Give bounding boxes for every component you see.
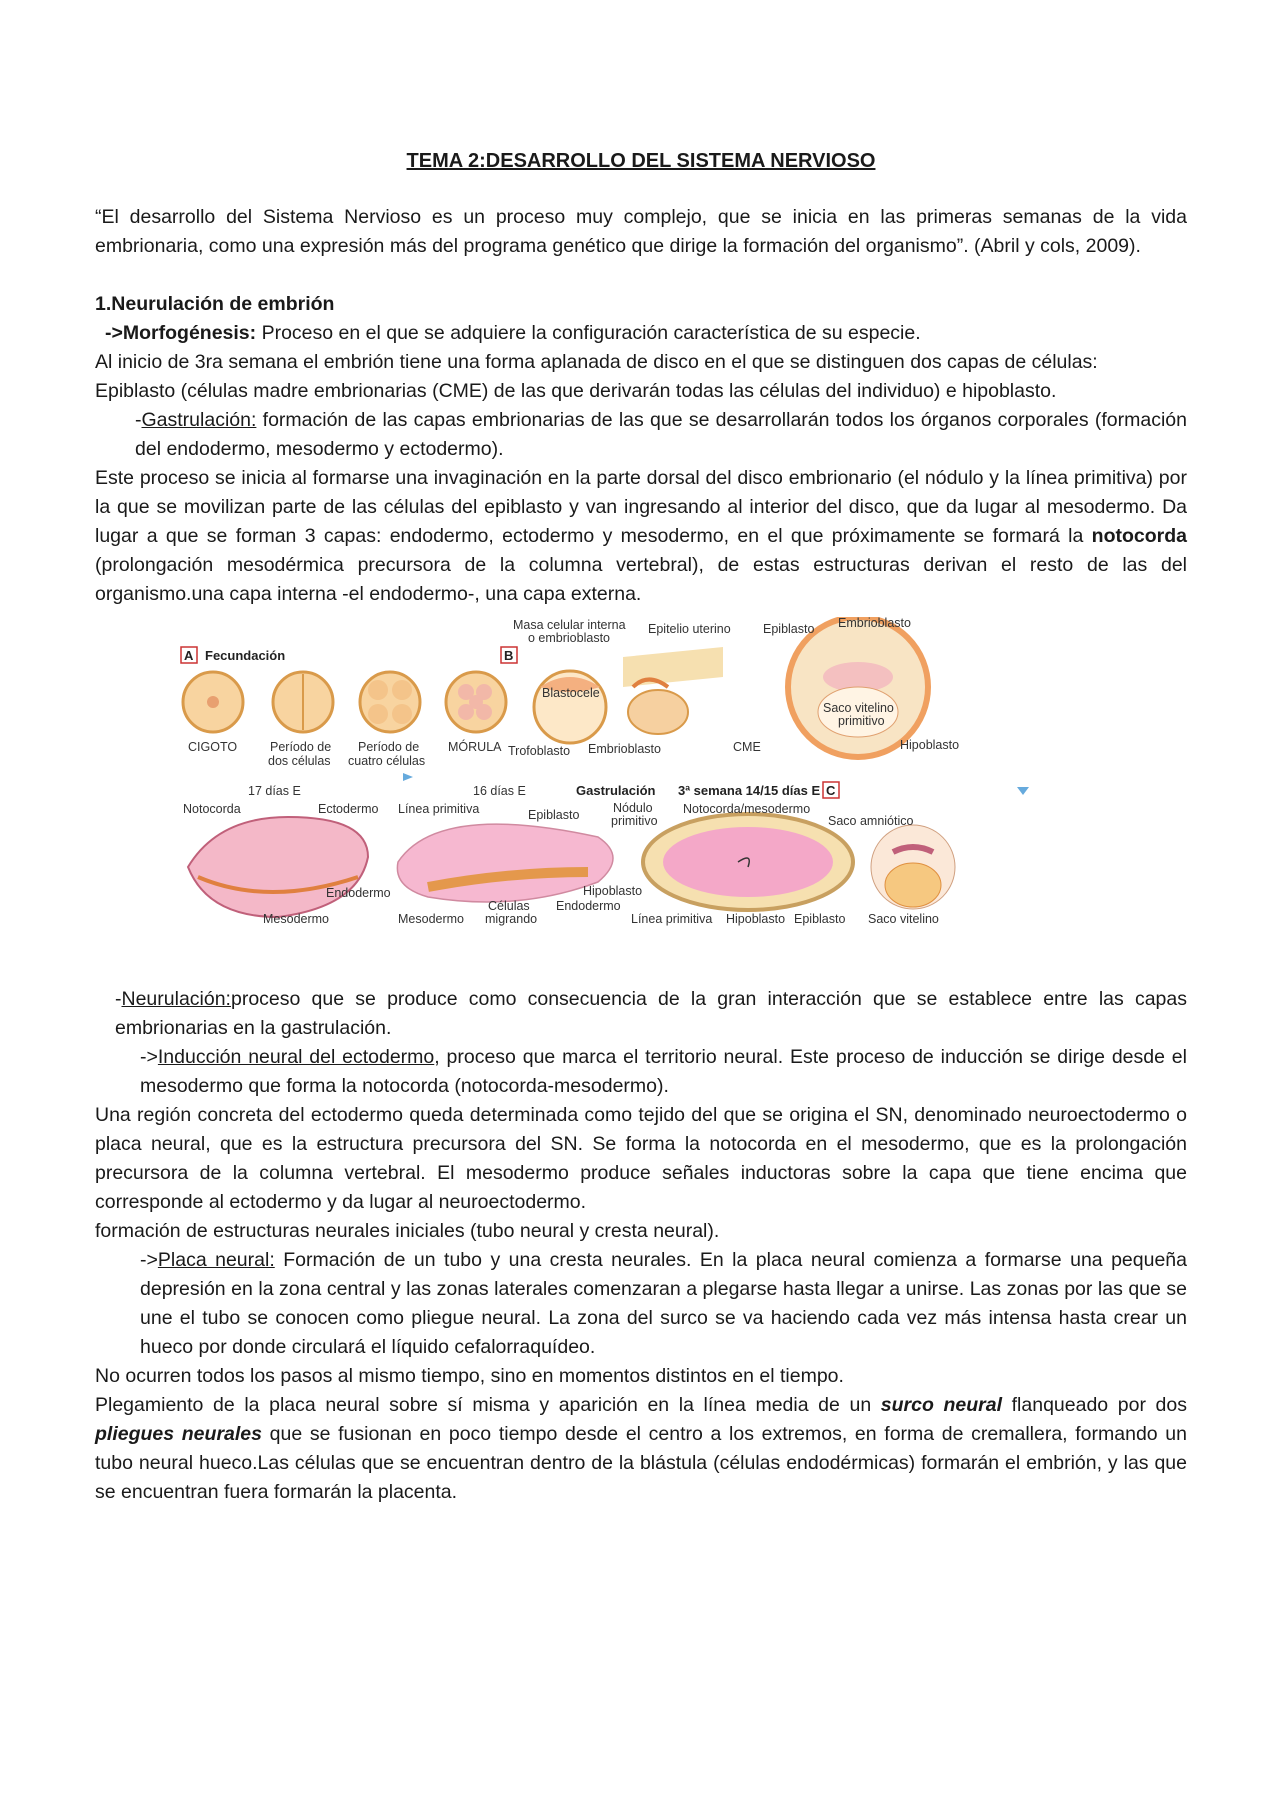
linea-primitiva-bottom-label: Línea primitiva — [631, 912, 713, 926]
ectodermo-label: Ectodermo — [318, 802, 379, 816]
semana3-label: 3ª semana 14/15 días E — [678, 783, 821, 798]
morfogenesis-label: ->Morfogénesis: — [105, 322, 257, 344]
cme-label: CME — [733, 740, 761, 754]
notocorda-term: notocorda — [1091, 525, 1187, 547]
paragraph-gastrulacion — [95, 406, 1187, 464]
embrioblasto-label: Embrioblasto — [588, 742, 661, 756]
paragraph-placa-neural — [95, 1246, 1187, 1362]
embryo-illustration — [178, 617, 1078, 977]
placa-label: Placa neural: — [157, 1249, 275, 1271]
plegamiento-text-c: flanqueado por dos — [1002, 1394, 1187, 1416]
embrioblasto-top-label: Embrioblasto — [838, 617, 911, 630]
surco-neural-term: surco neural — [880, 1394, 1003, 1416]
dos-celulas-label-2: dos células — [268, 754, 331, 768]
cigoto-label: CIGOTO — [188, 740, 238, 754]
epiblasto-bottom-label: Epiblasto — [794, 912, 846, 926]
masa-celular-label-2: o embrioblasto — [528, 631, 610, 645]
masa-celular-label-1: Masa celular interna — [513, 618, 626, 632]
notocorda-label: Notocorda — [183, 802, 241, 816]
dias17-label: 17 días E — [248, 784, 301, 798]
paragraph-no-ocurren: No ocurren todos los pasos al mismo tiempo, sino en momentos distintos en el tiempo. — [95, 1365, 844, 1387]
epitelio-uterino-label: Epitelio uterino — [648, 622, 731, 636]
neurulacion-label: Neurulación: — [121, 988, 231, 1010]
label-a: A — [184, 648, 194, 663]
blastocyst — [534, 671, 606, 743]
plegamiento-text-a: Plegamiento de la placa neural sobre sí misma y aparición en la línea media de un — [95, 1394, 881, 1416]
amniotic-sac — [871, 825, 955, 909]
trofoblasto-label: Trofoblasto — [508, 744, 571, 758]
celulas-label-2: migrando — [485, 912, 538, 926]
epiblasto-top-label: Epiblasto — [763, 622, 815, 636]
section-heading-text: 1.Neurulación de embrión — [95, 293, 335, 315]
dos-celulas-label-1: Período de — [270, 740, 332, 754]
neurulacion-prefix: - — [115, 988, 122, 1010]
saco-vitelino-label-1: Saco vitelino — [823, 701, 894, 715]
trilaminar-disc — [643, 814, 853, 910]
paragraph-proceso — [95, 464, 1187, 609]
induccion-prefix: -> — [140, 1046, 158, 1068]
nodulo-label-1: Nódulo — [613, 801, 653, 815]
paragraph-region: Una región concreta del ectodermo queda determinada como tejido del que se origina el SN, denominado neuroectodermo o placa neural, que es la estructura precursora del SN. Se forma la notocorda en el mesodermo, que es la prolongación precursora de la columna vertebral. El mesodermo produce señales inductoras sobre la capa que tiene encima que corresponde al ectodermo y da lugar al neuroectodermo. — [95, 1104, 1187, 1213]
cigoto-cell — [183, 672, 243, 732]
bilaminar-embryo — [788, 617, 928, 757]
morula-stage — [446, 672, 506, 732]
saco-vitelino-label-2: primitivo — [838, 714, 885, 728]
embryo-development-figure — [178, 617, 1078, 977]
induccion-label: Inducción neural del ectodermo — [157, 1046, 435, 1068]
morula-label: MÓRULA — [448, 740, 502, 754]
nodulo-label-2: primitivo — [611, 814, 658, 828]
paragraph-inicio: Al inicio de 3ra semana el embrión tiene una forma aplanada de disco en el que se distinguen dos capas de células: — [95, 351, 1098, 373]
folded-embryo — [188, 817, 368, 917]
document-page — [95, 150, 1187, 1507]
two-cell-stage — [273, 672, 333, 732]
intro-quote: “El desarrollo del Sistema Nervioso es un proceso muy complejo, que se inicia en las primeras semanas de la vida embrionaria, como una expresión más del programa genético que dirige la formación del organismo”. (Abril y cols, 2009). — [95, 206, 1187, 257]
blastocele-label: Blastocele — [542, 686, 600, 700]
four-cell-stage — [360, 672, 420, 732]
hipoblasto-top-label: Hipoblasto — [900, 738, 960, 752]
paragraph-neurulacion — [95, 985, 1187, 1043]
label-c: C — [826, 783, 836, 798]
gastrulacion-text: formación de las capas embrionarias de las que se desarrollarán todos los órganos corporales (formación del endodermo, mesodermo y ectodermo). — [135, 409, 1187, 460]
saco-amniotico-label: Saco amniótico — [828, 814, 914, 828]
gastrulation-disc — [397, 824, 613, 902]
mesodermo-mid-label: Mesodermo — [398, 912, 464, 926]
endodermo-mid-label: Endodermo — [556, 899, 621, 913]
paragraph-formacion: formación de estructuras neurales iniciales (tubo neural y cresta neural). — [95, 1220, 720, 1242]
section-heading — [95, 290, 1187, 319]
placa-prefix: -> — [140, 1249, 158, 1271]
gastrulacion-label-fig: Gastrulación — [576, 783, 656, 798]
neurulacion-text: proceso que se produce como consecuencia de la gran interacción que se establece entre las capas embrionarias en la gastrulación. — [115, 988, 1187, 1039]
dias16-label: 16 días E — [473, 784, 526, 798]
hipoblasto-mid-label: Hipoblasto — [583, 884, 643, 898]
paragraph-epiblasto: Epiblasto (células madre embrionarias (CME) de las que derivarán todas las células del individuo) e hipoblasto. — [95, 380, 1057, 402]
celulas-label-1: Células — [488, 899, 530, 913]
placa-text: Formación de un tubo y una cresta neurales. En la placa neural comienza a formarse una pequeña depresión en la zona central y las zonas laterales comenzaran a plegarse hasta llegar a unirse. Las zonas por las que se une el tubo se conocen como pliegue neural. La zona del surco se va haciendo cada vez más intensa hasta crear un hueco por donde circulará el líquido cefalorraquídeo. — [140, 1249, 1187, 1358]
notocorda-mesodermo-label: Notocorda/mesodermo — [683, 802, 811, 816]
linea-primitiva-label: Línea primitiva — [398, 802, 480, 816]
epiblasto-mid-label: Epiblasto — [528, 808, 580, 822]
induccion-text: , proceso que marca el territorio neural. Este proceso de inducción se dirige desde el mesodermo que forma la notocorda (notocorda-mesodermo). — [140, 1046, 1187, 1097]
down-arrow-icon — [1017, 767, 1029, 795]
label-b: B — [504, 648, 514, 663]
proceso-text-b: (prolongación mesodérmica precursora de la columna vertebral), de estas estructuras derivan el resto de las del organismo.una capa interna -el endodermo-, una capa externa. — [95, 554, 1187, 605]
paragraph-induccion — [95, 1043, 1187, 1101]
saco-vitelino-bottom-label: Saco vitelino — [868, 912, 939, 926]
morfogenesis-text: Proceso en el que se adquiere la configuración característica de su especie. — [256, 322, 921, 344]
page-title: TEMA 2:DESARROLLO DEL SISTEMA NERVIOSO — [406, 150, 876, 172]
implantation — [623, 647, 723, 734]
pliegues-neurales-term: pliegues neurales — [95, 1423, 262, 1445]
fecundacion-label: Fecundación — [205, 648, 286, 663]
gastrulacion-prefix: - — [135, 409, 142, 431]
gastrulacion-label: Gastrulación: — [141, 409, 257, 431]
paragraph-plegamiento — [95, 1391, 1187, 1507]
endodermo-left-label: Endodermo — [326, 886, 391, 900]
mesodermo-left-label: Mesodermo — [263, 912, 329, 926]
hipoblasto-bottom-label: Hipoblasto — [726, 912, 786, 926]
proceso-text-a: Este proceso se inicia al formarse una invaginación en la parte dorsal del disco embrionario (el nódulo y la línea primitiva) por la que se movilizan parte de las células del epiblasto y van ingresando al interior del disco, que da lugar al mesodermo. Da lugar a que se forman 3 capas: endodermo, ectodermo y mesodermo, en el que próximamente se formará la — [95, 467, 1187, 547]
paragraph-morfogenesis — [95, 319, 1187, 348]
plegamiento-text-d: que se fusionan en poco tiempo desde el centro a los extremos, en forma de cremallera, formando un tubo neural hueco.Las células que se encuentran dentro de la blástula (células endodérmicas) formarán el embrión, y las que se encuentran fuera formarán la placenta. — [95, 1423, 1187, 1503]
cuatro-celulas-label-1: Período de — [358, 740, 420, 754]
cuatro-celulas-label-2: cuatro células — [348, 754, 426, 768]
